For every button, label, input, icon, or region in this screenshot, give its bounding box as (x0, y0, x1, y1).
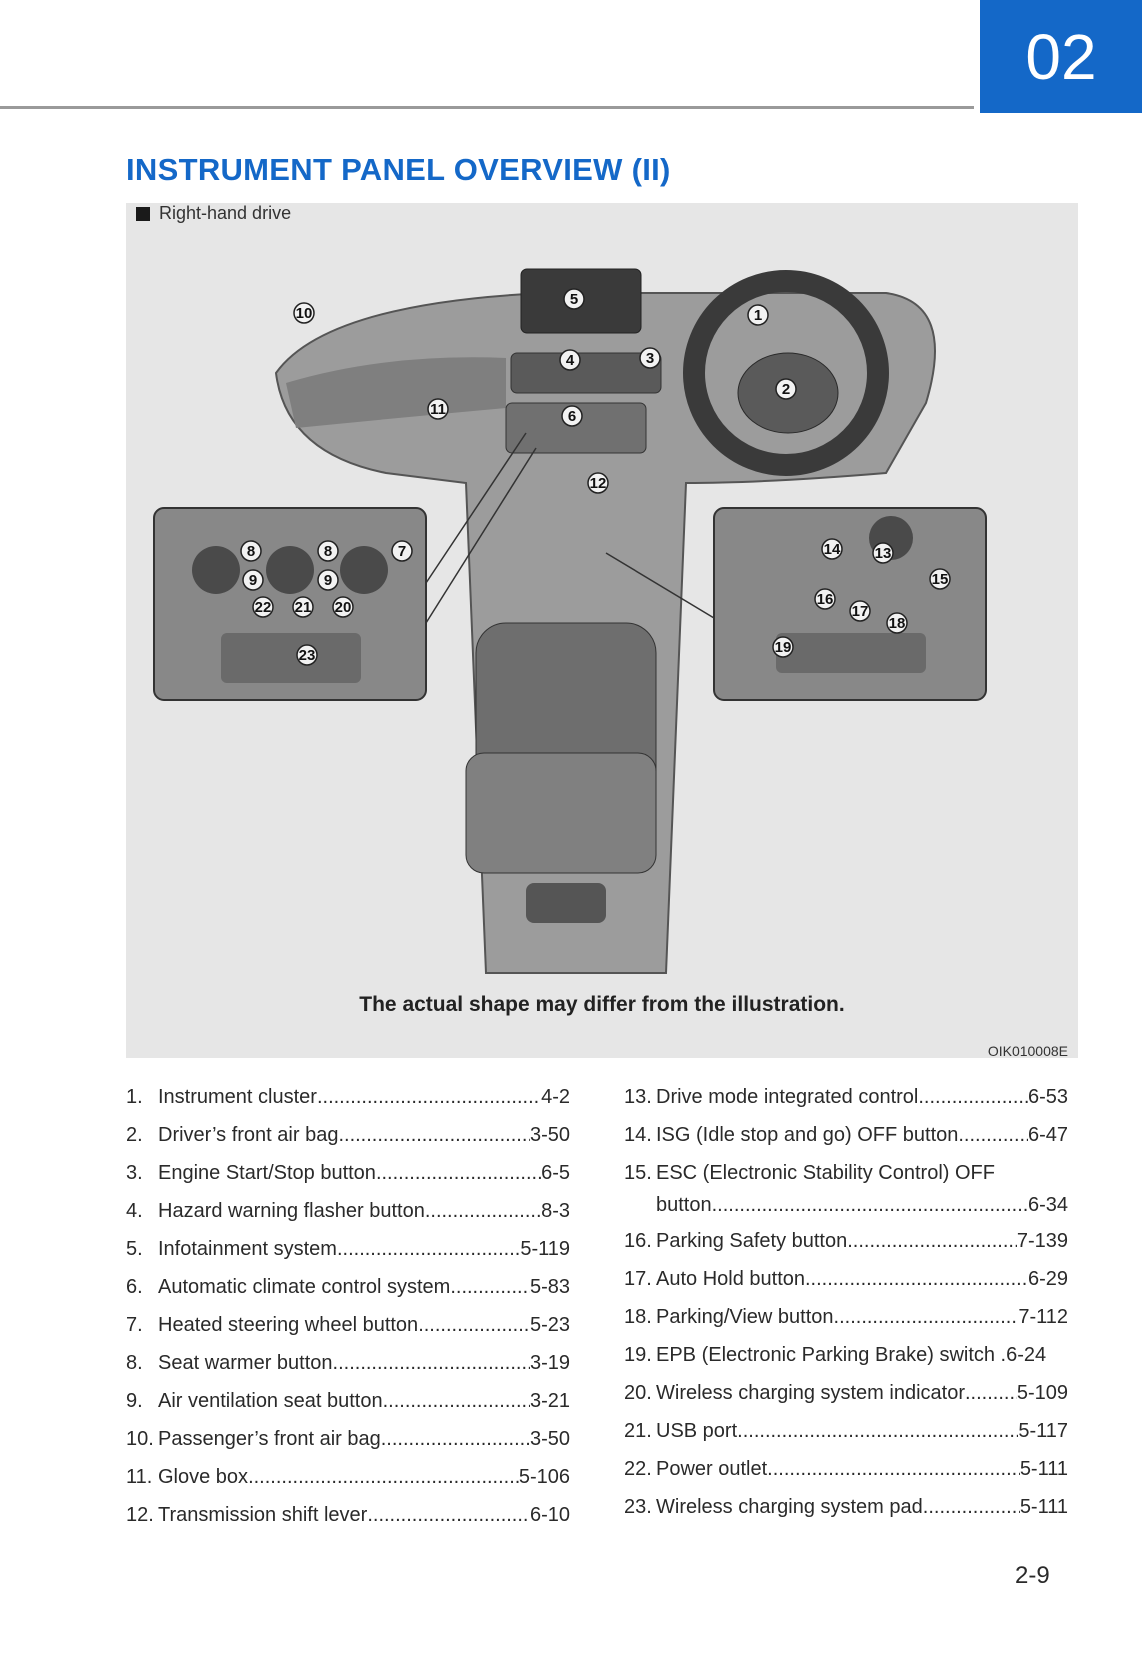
center-vents (511, 353, 661, 393)
list-item: 14. ISG (Idle stop and go) OFF button ..... 6-47 (624, 1124, 1068, 1162)
svg-text:5: 5 (569, 291, 579, 308)
list-item: 4. Hazard warning flasher button ..... 8-3 (126, 1200, 570, 1238)
svg-text:21: 21 (294, 599, 312, 616)
callout-19 (773, 637, 793, 657)
svg-text:10: 10 (295, 305, 313, 322)
svg-text:1: 1 (753, 307, 763, 324)
list-item: 11. Glove box ..... 5-106 (126, 1466, 570, 1504)
figure-label-text: Right-hand drive (159, 203, 292, 223)
list-item: 5. Infotainment system ..... 5-119 (126, 1238, 570, 1276)
svg-text:9: 9 (323, 572, 333, 589)
callout-1 (748, 305, 768, 325)
svg-text:14: 14 (823, 541, 841, 558)
callout-9b (318, 570, 338, 590)
svg-text:8: 8 (323, 543, 333, 560)
list-item: 17. Auto Hold button ..... 6-29 (624, 1268, 1068, 1306)
epb-area (776, 633, 926, 673)
callout-15 (930, 569, 950, 589)
svg-text:9: 9 (248, 572, 258, 589)
list-item: 10. Passenger’s front air bag ..... 3-50 (126, 1428, 570, 1466)
knob-left (192, 546, 240, 594)
page-title: INSTRUMENT PANEL OVERVIEW (II) (126, 152, 671, 187)
callout-9a (243, 570, 263, 590)
svg-text:15: 15 (931, 571, 949, 588)
svg-text:12: 12 (589, 475, 607, 492)
page-number: 2-9 (1015, 1562, 1050, 1589)
list-item: 2. Driver’s front air bag ..... 3-50 (126, 1124, 570, 1162)
rear-vents (466, 753, 656, 873)
callout-2 (776, 379, 796, 399)
list-item: 21. USB port ..... 5-117 (624, 1420, 1068, 1458)
svg-text:13: 13 (874, 545, 892, 562)
callout-3 (640, 348, 660, 368)
figure-code: OIK010008E (987, 1043, 1068, 1059)
callout-23 (297, 645, 317, 665)
list-item: 20. Wireless charging system indicator ..... 5-109 (624, 1382, 1068, 1420)
list-item: 22. Power outlet ..... 5-111 (624, 1458, 1068, 1496)
figure-panel (126, 203, 1078, 1058)
list-item: 7. Heated steering wheel button ..... 5-23 (126, 1314, 570, 1352)
list-item: 9. Air ventilation seat button ..... 3-21 (126, 1390, 570, 1428)
legend-left-column (126, 1086, 570, 1542)
chapter-tab: 02 (980, 0, 1142, 113)
callout-12 (588, 473, 608, 493)
svg-text:18: 18 (888, 615, 906, 632)
rear-outlet (526, 883, 606, 923)
list-item: 3. Engine Start/Stop button ..... 6-5 (126, 1162, 570, 1200)
svg-text:20: 20 (334, 599, 352, 616)
callout-17 (850, 601, 870, 621)
callout-11 (428, 399, 448, 419)
svg-text:16: 16 (816, 591, 834, 608)
callout-13 (873, 543, 893, 563)
callout-8b (318, 541, 338, 561)
list-item: 18. Parking/View button ..... 7-112 (624, 1306, 1068, 1344)
svg-text:19: 19 (774, 639, 792, 656)
list-item: 12. Transmission shift lever ..... 6-10 (126, 1504, 570, 1542)
svg-text:2: 2 (781, 381, 791, 398)
svg-text:22: 22 (254, 599, 272, 616)
list-item: 13. Drive mode integrated control ..... 6-53 (624, 1086, 1068, 1124)
list-item: 16. Parking Safety button ..... 7-139 (624, 1230, 1068, 1268)
svg-text:3: 3 (645, 350, 655, 367)
charging-pad-area (221, 633, 361, 683)
square-bullet-icon (136, 207, 150, 221)
knob-center (266, 546, 314, 594)
callout-20 (333, 597, 353, 617)
list-item: 8. Seat warmer button ..... 3-19 (126, 1352, 570, 1390)
callout-6 (562, 406, 582, 426)
callout-18 (887, 613, 907, 633)
legend-right-column (624, 1086, 1068, 1534)
instrument-panel-illustration (126, 233, 1078, 993)
svg-text:17: 17 (851, 603, 869, 620)
callout-16 (815, 589, 835, 609)
callout-10 (294, 303, 314, 323)
callout-14 (822, 539, 842, 559)
figure-caption: The actual shape may differ from the illustration. (359, 993, 845, 1016)
callout-8a (241, 541, 261, 561)
list-item: 23. Wireless charging system pad ..... 5-111 (624, 1496, 1068, 1534)
figure-label (136, 203, 291, 224)
svg-text:4: 4 (565, 352, 575, 369)
callout-4 (560, 350, 580, 370)
callout-5 (564, 289, 584, 309)
header-rule (0, 106, 974, 109)
svg-text:6: 6 (567, 408, 577, 425)
svg-text:23: 23 (298, 647, 316, 664)
list-item: 19. EPB (Electronic Parking Brake) switch . 6-24 (624, 1344, 1047, 1366)
svg-text:7: 7 (397, 543, 407, 560)
svg-text:8: 8 (246, 543, 256, 560)
callout-22 (253, 597, 273, 617)
svg-text:11: 11 (430, 401, 446, 418)
callout-7 (392, 541, 412, 561)
list-item: 1. Instrument cluster ..... 4-2 (126, 1086, 570, 1124)
list-item: 15. ESC (Electronic Stability Control) OFF button ..... 6-34 (624, 1162, 1068, 1230)
list-item: 6. Automatic climate control system ..... 5-83 (126, 1276, 570, 1314)
knob-right (340, 546, 388, 594)
callout-21 (293, 597, 313, 617)
